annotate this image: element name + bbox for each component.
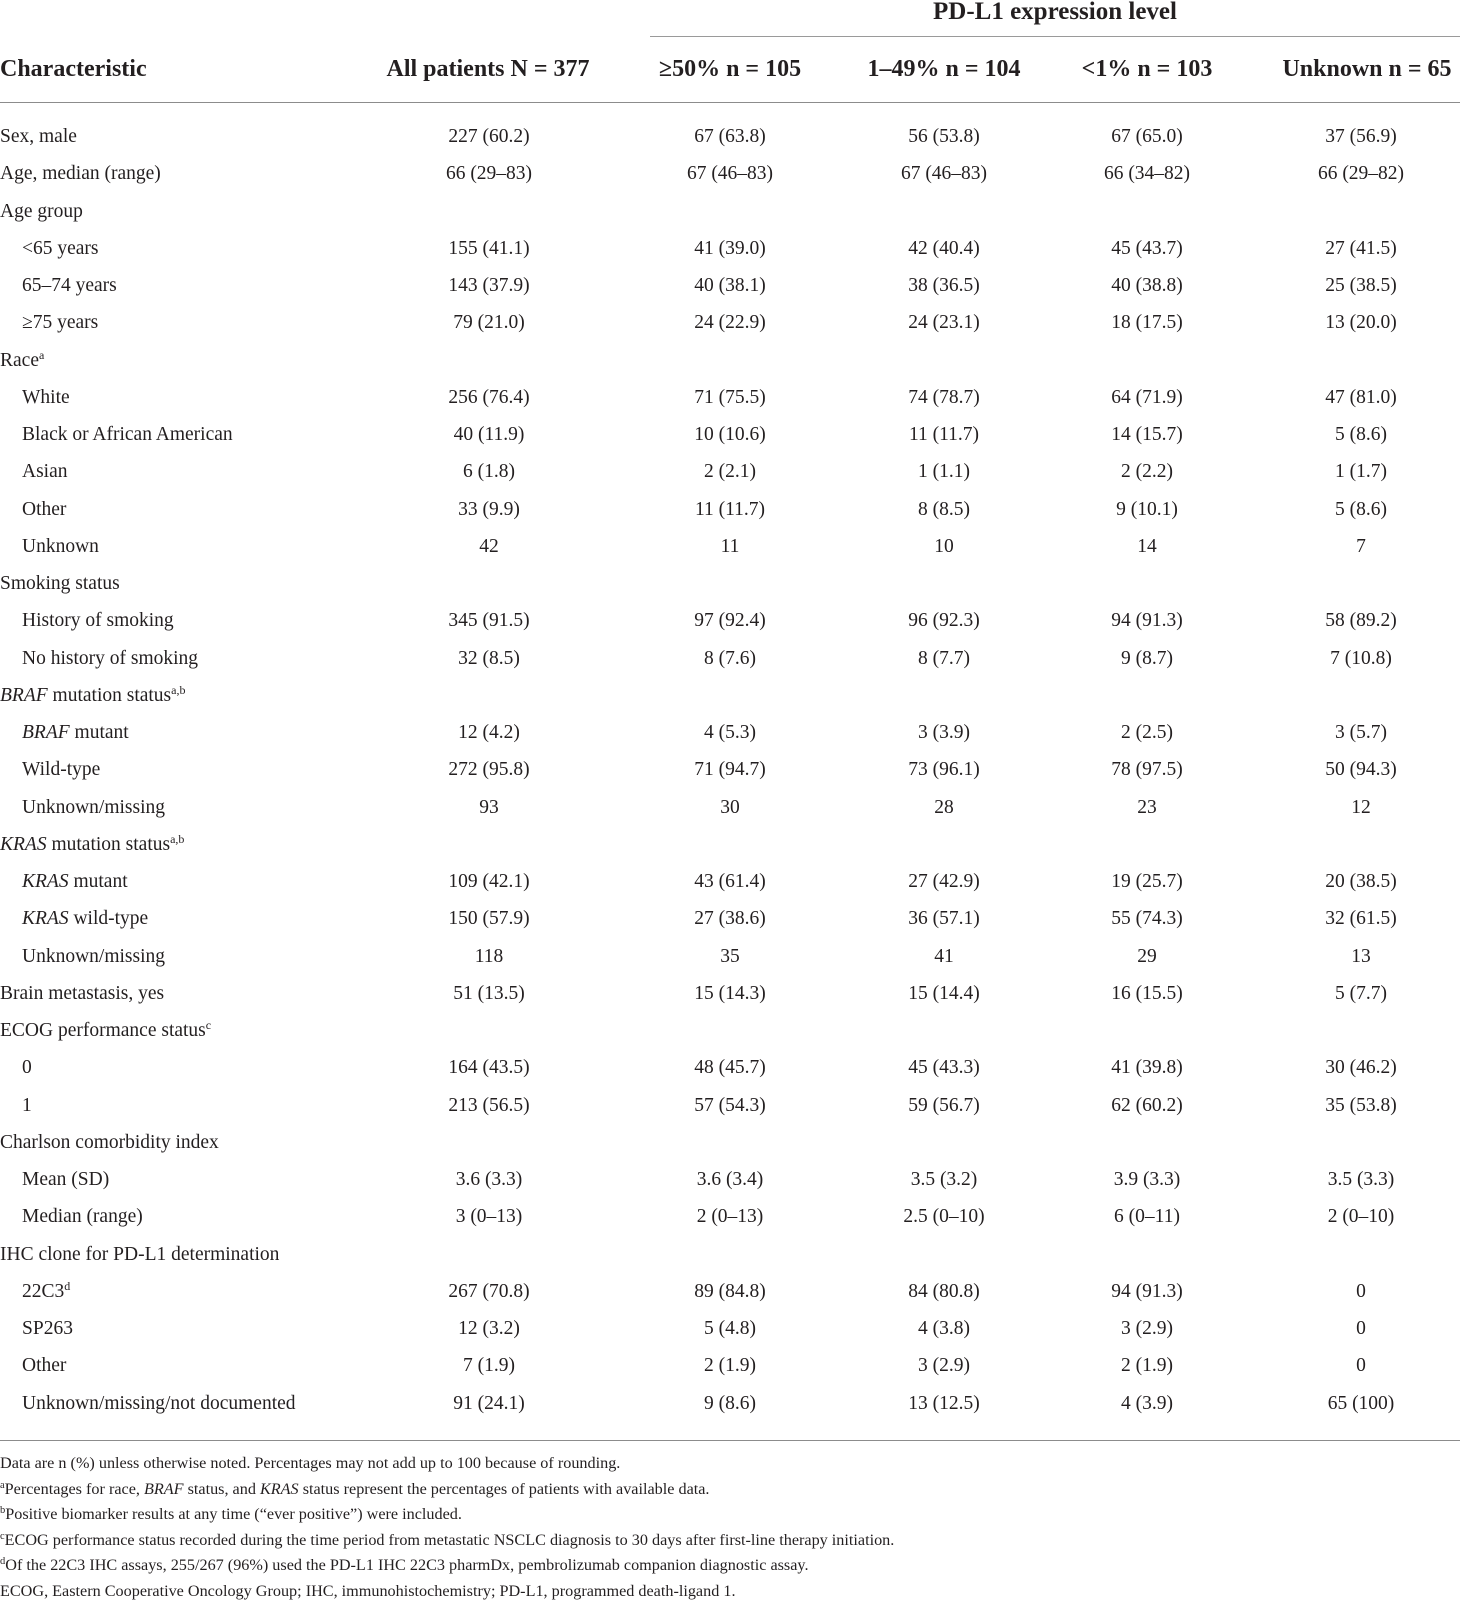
- table-cell: 30: [720, 796, 740, 818]
- table-cell: 35: [720, 945, 740, 967]
- table-cell: 227 (60.2): [448, 126, 530, 147]
- row-label: [0, 118, 77, 155]
- table-cell: 164 (43.5): [448, 1057, 530, 1079]
- row-label: [22, 1385, 296, 1422]
- row-label: [22, 1198, 143, 1235]
- table-row: [0, 938, 1460, 975]
- row-label: [22, 230, 99, 267]
- row-label-text: 22C3: [22, 1280, 65, 1302]
- table-row: [0, 379, 1460, 416]
- table-cell: 79 (21.0): [453, 312, 525, 334]
- table-row: [0, 677, 1460, 714]
- table-cell: 71 (94.7): [694, 759, 766, 781]
- footnote: [0, 1528, 1460, 1554]
- table-bottom-rule: [0, 1440, 1460, 1441]
- row-label-gene: KRAS: [22, 871, 69, 892]
- table-cell: 66 (29–82): [1317, 163, 1405, 185]
- row-label-text: 0: [22, 1057, 32, 1079]
- row-label-text: mutant: [69, 722, 129, 743]
- table-cell: 3 (2.9): [1121, 1318, 1173, 1339]
- row-label-text: History of smoking: [22, 610, 174, 632]
- row-label: [0, 975, 164, 1012]
- row-label: [22, 528, 99, 565]
- table-cell: 6 (1.8): [463, 461, 515, 483]
- table-cell: 143 (37.9): [448, 275, 530, 296]
- table-cell: 45 (43.3): [908, 1057, 980, 1079]
- footnote-text: ECOG, Eastern Cooperative Oncology Group; IHC, immunohistochemistry; PD-L1, programmed death-ligand 1.: [0, 1581, 736, 1600]
- footnote-text: Of the 22C3 IHC assays, 255/267 (96%) used the PD-L1 IHC 22C3 pharmDx, pembrolizumab companion diagnostic assay.: [5, 1556, 809, 1575]
- table-row: [0, 118, 1460, 155]
- table-cell: 3 (0–13): [455, 1206, 523, 1228]
- table-cell: 36 (57.1): [908, 908, 980, 930]
- row-label-text: No history of smoking: [22, 647, 199, 669]
- footnote-marker: a: [38, 347, 45, 362]
- table-cell: 13 (20.0): [1325, 312, 1397, 334]
- table-cell: 256 (76.4): [448, 386, 530, 408]
- table-cell: 155 (41.1): [448, 237, 530, 259]
- table-cell: 2 (2.2): [1121, 461, 1173, 483]
- table-cell: 32 (61.5): [1325, 908, 1397, 930]
- table-cell: 4 (5.3): [704, 722, 756, 743]
- footnote-marker: d: [0, 1556, 6, 1568]
- table-cell: 5 (8.6): [1335, 424, 1387, 445]
- table-cell: 16 (15.5): [1111, 982, 1183, 1004]
- row-label-text: Race: [0, 349, 39, 371]
- row-label-text: Black or African American: [22, 424, 233, 445]
- row-label: [22, 267, 117, 304]
- row-label-text: Median (range): [22, 1206, 143, 1228]
- table-cell: 42: [479, 535, 499, 557]
- table-cell: 73 (96.1): [908, 759, 980, 781]
- row-label-text: Unknown/missing: [22, 796, 166, 818]
- column-header-row: [0, 48, 1460, 90]
- row-label: [0, 342, 44, 379]
- table-cell: 2 (2.5): [1121, 722, 1173, 743]
- table-row: [0, 230, 1460, 267]
- footnote-marker: a,b: [171, 682, 186, 697]
- table-cell: 55 (74.3): [1111, 908, 1183, 930]
- table-cell: 272 (95.8): [448, 759, 530, 781]
- table-cell: 3 (2.9): [918, 1355, 970, 1377]
- table-cell: 12: [1351, 796, 1371, 818]
- footnote-marker: d: [64, 1278, 71, 1293]
- footnote-text: ECOG performance status recorded during the time period from metastatic NSCLC diagnosis to 30 days after first-line therapy initiation.: [4, 1530, 895, 1549]
- row-label-text: Unknown: [22, 535, 99, 557]
- table-cell: 41: [934, 945, 954, 967]
- table-cell: 2 (0–13): [696, 1206, 764, 1228]
- footnote: [0, 1553, 1460, 1579]
- table-cell: 40 (38.8): [1111, 275, 1183, 296]
- table-cell: 11 (11.7): [694, 498, 766, 520]
- row-label: [0, 193, 83, 230]
- row-label: [22, 1273, 70, 1310]
- row-label-text: Smoking status: [0, 573, 120, 594]
- footnote: [0, 1579, 1460, 1605]
- table-cell: 2 (2.1): [704, 461, 756, 483]
- footnote-text: Data are n (%) unless otherwise noted. Percentages may not add up to 100 because of rounding.: [0, 1454, 621, 1472]
- table-cell: 2.5 (0–10): [903, 1206, 985, 1228]
- table-row: [0, 155, 1460, 192]
- footnote-text: KRAS: [259, 1479, 299, 1498]
- table-cell: 91 (24.1): [453, 1392, 525, 1414]
- table-cell: 12 (4.2): [458, 722, 520, 743]
- row-label-text: Age group: [0, 200, 83, 222]
- table-cell: 20 (38.5): [1325, 871, 1397, 892]
- table-cell: 37 (56.9): [1325, 126, 1397, 147]
- table-row: [0, 789, 1460, 826]
- table-cell: 3 (3.9): [918, 722, 970, 743]
- row-label: [0, 155, 161, 192]
- table-row: [0, 1124, 1460, 1161]
- table-cell: 4 (3.9): [1121, 1392, 1173, 1414]
- table-cell: 8 (8.5): [918, 498, 970, 520]
- row-label-text: 1: [22, 1094, 32, 1116]
- table-row: [0, 342, 1460, 379]
- row-label-text: mutant: [68, 871, 128, 892]
- row-label: [22, 602, 174, 639]
- row-label-text: 65–74 years: [22, 275, 117, 296]
- row-label-text: SP263: [22, 1318, 73, 1339]
- row-label: [22, 714, 129, 751]
- table-row: [0, 491, 1460, 528]
- row-label: [22, 640, 198, 677]
- row-label: [22, 938, 165, 975]
- footnote-marker: b: [0, 1505, 6, 1517]
- table-cell: 78 (97.5): [1111, 759, 1183, 781]
- table-cell: 48 (45.7): [694, 1057, 766, 1079]
- table-cell: 50 (94.3): [1325, 759, 1397, 781]
- table-cell: 67 (46–83): [900, 163, 988, 185]
- table-row: [0, 565, 1460, 602]
- table-cell: 66 (29–83): [445, 163, 533, 185]
- table-cell: 71 (75.5): [694, 386, 766, 408]
- table-row: [0, 1161, 1460, 1198]
- table-cell: 27 (38.6): [694, 908, 766, 930]
- table-cell: 23: [1137, 796, 1157, 818]
- table-row: [0, 602, 1460, 639]
- header-rule: [0, 102, 1460, 103]
- row-label: [22, 304, 98, 341]
- table-row: [0, 1236, 1460, 1273]
- row-label-text: Sex, male: [0, 126, 77, 147]
- table-cell: 5 (8.6): [1335, 498, 1387, 520]
- row-label-text: mutation status: [47, 684, 172, 706]
- table-cell: 27 (41.5): [1325, 237, 1397, 259]
- table-cell: 27 (42.9): [908, 871, 980, 892]
- table-row: [0, 528, 1460, 565]
- row-label-gene: BRAF: [22, 722, 70, 743]
- table-cell: 9 (10.1): [1116, 498, 1178, 520]
- row-label: [0, 826, 184, 863]
- table-cell: 59 (56.7): [908, 1094, 980, 1116]
- table-cell: 7 (1.9): [463, 1355, 515, 1377]
- table-cell: 25 (38.5): [1325, 275, 1397, 296]
- row-label-text: Unknown/missing/not documented: [22, 1392, 296, 1414]
- row-label: [22, 1087, 32, 1124]
- table-cell: 1 (1.1): [918, 461, 970, 483]
- row-label: [22, 1347, 66, 1384]
- row-label: [22, 379, 70, 416]
- table-cell: 19 (25.7): [1111, 871, 1183, 892]
- table-cell: 41 (39.8): [1111, 1057, 1183, 1079]
- table-cell: 3 (5.7): [1335, 722, 1387, 743]
- footnote-text: Positive biomarker results at any time (“ever positive”) were included.: [5, 1505, 462, 1524]
- row-label-text: Age, median (range): [0, 163, 161, 185]
- row-label-gene: KRAS: [22, 908, 69, 930]
- footnote-text: status, and: [183, 1479, 260, 1498]
- table-cell: 2 (1.9): [1121, 1355, 1173, 1377]
- table-cell: 345 (91.5): [448, 610, 530, 632]
- row-label-text: ECOG performance status: [0, 1020, 206, 1041]
- table-row: [0, 640, 1460, 677]
- table-cell: 41 (39.0): [694, 237, 766, 259]
- table-cell: 2 (0–10): [1327, 1206, 1395, 1228]
- table-cell: 11: [720, 535, 740, 557]
- footnote-marker: a: [0, 1479, 5, 1491]
- table-cell: 42 (40.4): [908, 237, 980, 259]
- table-cell: 11 (11.7): [908, 424, 980, 445]
- table-cell: 74 (78.7): [908, 386, 980, 408]
- table-cell: 56 (53.8): [908, 126, 980, 147]
- footnote: [0, 1477, 1460, 1503]
- table-cell: 0: [1356, 1280, 1366, 1302]
- table-cell: 29: [1137, 945, 1157, 967]
- column-header-1-49: 1–49% n = 104: [867, 56, 1021, 82]
- table-cell: 18 (17.5): [1111, 312, 1183, 334]
- row-label-text: Asian: [22, 461, 68, 483]
- row-label: [22, 863, 128, 900]
- row-label-gene: KRAS: [0, 833, 47, 855]
- table-cell: 67 (63.8): [694, 126, 766, 147]
- row-label-text: Unknown/missing: [22, 945, 166, 967]
- table-row: [0, 267, 1460, 304]
- footnote-text: BRAF: [143, 1479, 184, 1498]
- row-label-text: mutation status: [46, 833, 171, 855]
- table-row: [0, 1347, 1460, 1384]
- row-label-text: White: [22, 386, 70, 408]
- column-header-characteristic: Characteristic: [0, 56, 147, 82]
- table-cell: 109 (42.1): [448, 871, 530, 892]
- table-cell: 24 (22.9): [694, 312, 766, 334]
- table-cell: 84 (80.8): [908, 1280, 980, 1302]
- table-row: [0, 1012, 1460, 1049]
- footnote: [0, 1502, 1460, 1528]
- table-cell: 35 (53.8): [1325, 1094, 1397, 1116]
- table-row: [0, 1310, 1460, 1347]
- table-cell: 94 (91.3): [1111, 1280, 1183, 1302]
- table-body: [0, 118, 1460, 1422]
- table-cell: 3.6 (3.4): [696, 1169, 764, 1190]
- footnote-marker: a,b: [170, 831, 185, 846]
- table-cell: 93: [479, 796, 499, 818]
- table-row: [0, 826, 1460, 863]
- table-cell: 3.5 (3.2): [910, 1169, 978, 1190]
- table-cell: 38 (36.5): [908, 275, 980, 296]
- table-cell: 10 (10.6): [694, 424, 766, 445]
- row-label: [0, 1012, 211, 1049]
- table-cell: 12 (3.2): [458, 1318, 520, 1339]
- table-cell: 15 (14.3): [694, 982, 766, 1004]
- table-row: [0, 1049, 1460, 1086]
- row-label-text: Other: [22, 498, 67, 520]
- row-label: [22, 1049, 32, 1086]
- column-header-all-patients: All patients N = 377: [386, 56, 590, 82]
- table-cell: 5 (7.7): [1335, 982, 1387, 1004]
- row-label-text: Brain metastasis, yes: [0, 982, 165, 1004]
- table-cell: 8 (7.6): [704, 647, 756, 669]
- row-label: [0, 1236, 279, 1273]
- table-cell: 14: [1137, 535, 1157, 557]
- table-row: [0, 900, 1460, 937]
- table-cell: 0: [1356, 1355, 1366, 1377]
- table-row: [0, 714, 1460, 751]
- row-label-text: <65 years: [22, 237, 99, 259]
- table-cell: 28: [934, 796, 954, 818]
- row-label: [22, 1310, 73, 1347]
- table-cell: 62 (60.2): [1111, 1094, 1183, 1116]
- table-cell: 267 (70.8): [448, 1280, 530, 1302]
- footnote: [0, 1451, 1460, 1477]
- table-cell: 8 (7.7): [918, 647, 970, 669]
- table-cell: 1 (1.7): [1335, 461, 1387, 483]
- table-cell: 0: [1356, 1318, 1366, 1339]
- table-footnotes: [0, 1451, 1460, 1605]
- table-row: [0, 751, 1460, 788]
- table-cell: 9 (8.7): [1121, 647, 1173, 669]
- group-header-rule: [650, 36, 1460, 37]
- table-cell: 13 (12.5): [908, 1392, 980, 1414]
- row-label: [0, 565, 120, 602]
- table-row: [0, 193, 1460, 230]
- table-cell: 33 (9.9): [458, 498, 520, 520]
- table-cell: 45 (43.7): [1111, 237, 1183, 259]
- table-cell: 47 (81.0): [1325, 386, 1397, 408]
- table-cell: 40 (38.1): [694, 275, 766, 296]
- table-cell: 213 (56.5): [448, 1094, 530, 1116]
- table-cell: 89 (84.8): [694, 1280, 766, 1302]
- table-cell: 51 (13.5): [453, 982, 525, 1004]
- row-label-text: Other: [22, 1355, 67, 1377]
- row-label-text: Wild-type: [22, 759, 101, 781]
- table-cell: 9 (8.6): [704, 1392, 756, 1414]
- table-cell: 4 (3.8): [918, 1318, 970, 1339]
- table-row: [0, 416, 1460, 453]
- table-cell: 3.5 (3.3): [1327, 1169, 1395, 1190]
- row-label: [22, 900, 148, 937]
- table-cell: 67 (46–83): [686, 163, 774, 185]
- table-cell: 58 (89.2): [1325, 610, 1397, 632]
- table-row: [0, 1198, 1460, 1235]
- row-label: [22, 416, 233, 453]
- table-cell: 13: [1351, 945, 1371, 967]
- row-label: [0, 677, 185, 714]
- footnote-text: status represent the percentages of patients with available data.: [298, 1479, 710, 1498]
- row-label: [22, 491, 66, 528]
- column-header-lt1: <1% n = 103: [1081, 56, 1213, 82]
- table-cell: 57 (54.3): [694, 1094, 766, 1116]
- column-header-ge50: ≥50% n = 105: [658, 56, 802, 82]
- table-cell: 6 (0–11): [1114, 1206, 1180, 1228]
- table-cell: 66 (34–82): [1103, 163, 1191, 185]
- table-cell: 14 (15.7): [1111, 424, 1183, 445]
- row-label: [22, 453, 68, 490]
- footnote-marker: c: [205, 1018, 212, 1032]
- table-cell: 7 (10.8): [1330, 647, 1392, 669]
- row-label-gene: BRAF: [0, 684, 48, 706]
- group-header: PD-L1 expression level: [933, 0, 1177, 25]
- table-row: [0, 863, 1460, 900]
- table-cell: 3.9 (3.3): [1113, 1169, 1181, 1190]
- table-row: [0, 1385, 1460, 1422]
- table-cell: 43 (61.4): [694, 871, 766, 892]
- row-label: [22, 789, 165, 826]
- table-cell: 67 (65.0): [1111, 126, 1183, 147]
- table-cell: 30 (46.2): [1325, 1057, 1397, 1079]
- table-cell: 65 (100): [1327, 1392, 1395, 1414]
- table-cell: 97 (92.4): [694, 610, 766, 632]
- table-cell: 94 (91.3): [1111, 610, 1183, 632]
- table-row: [0, 975, 1460, 1012]
- row-label: [22, 751, 100, 788]
- table-row: [0, 1087, 1460, 1124]
- table-cell: 3.6 (3.3): [455, 1169, 523, 1190]
- table-row: [0, 1273, 1460, 1310]
- row-label-text: Charlson comorbidity index: [0, 1131, 219, 1153]
- table-row: [0, 453, 1460, 490]
- table-cell: 7: [1356, 535, 1366, 557]
- table-cell: 2 (1.9): [704, 1355, 756, 1377]
- table-cell: 10: [934, 535, 954, 557]
- row-label-text: IHC clone for PD-L1 determination: [0, 1243, 280, 1265]
- table-cell: 64 (71.9): [1111, 386, 1183, 408]
- footnote-marker: c: [0, 1530, 5, 1542]
- table-cell: 96 (92.3): [908, 610, 980, 632]
- table-cell: 24 (23.1): [908, 312, 980, 334]
- table-cell: 118: [474, 945, 504, 967]
- table-cell: 40 (11.9): [453, 424, 525, 445]
- table-row: [0, 304, 1460, 341]
- table-cell: 5 (4.8): [704, 1318, 756, 1339]
- row-label-text: Mean (SD): [22, 1169, 110, 1190]
- row-label-text: ≥75 years: [22, 312, 99, 334]
- table-cell: 150 (57.9): [448, 908, 530, 930]
- table-cell: 32 (8.5): [458, 647, 520, 669]
- row-label: [0, 1124, 219, 1161]
- row-label: [22, 1161, 109, 1198]
- footnote-text: Percentages for race,: [4, 1479, 144, 1498]
- column-header-unknown: Unknown n = 65: [1282, 56, 1452, 82]
- table-cell: 15 (14.4): [908, 982, 980, 1004]
- row-label-text: wild-type: [68, 908, 149, 930]
